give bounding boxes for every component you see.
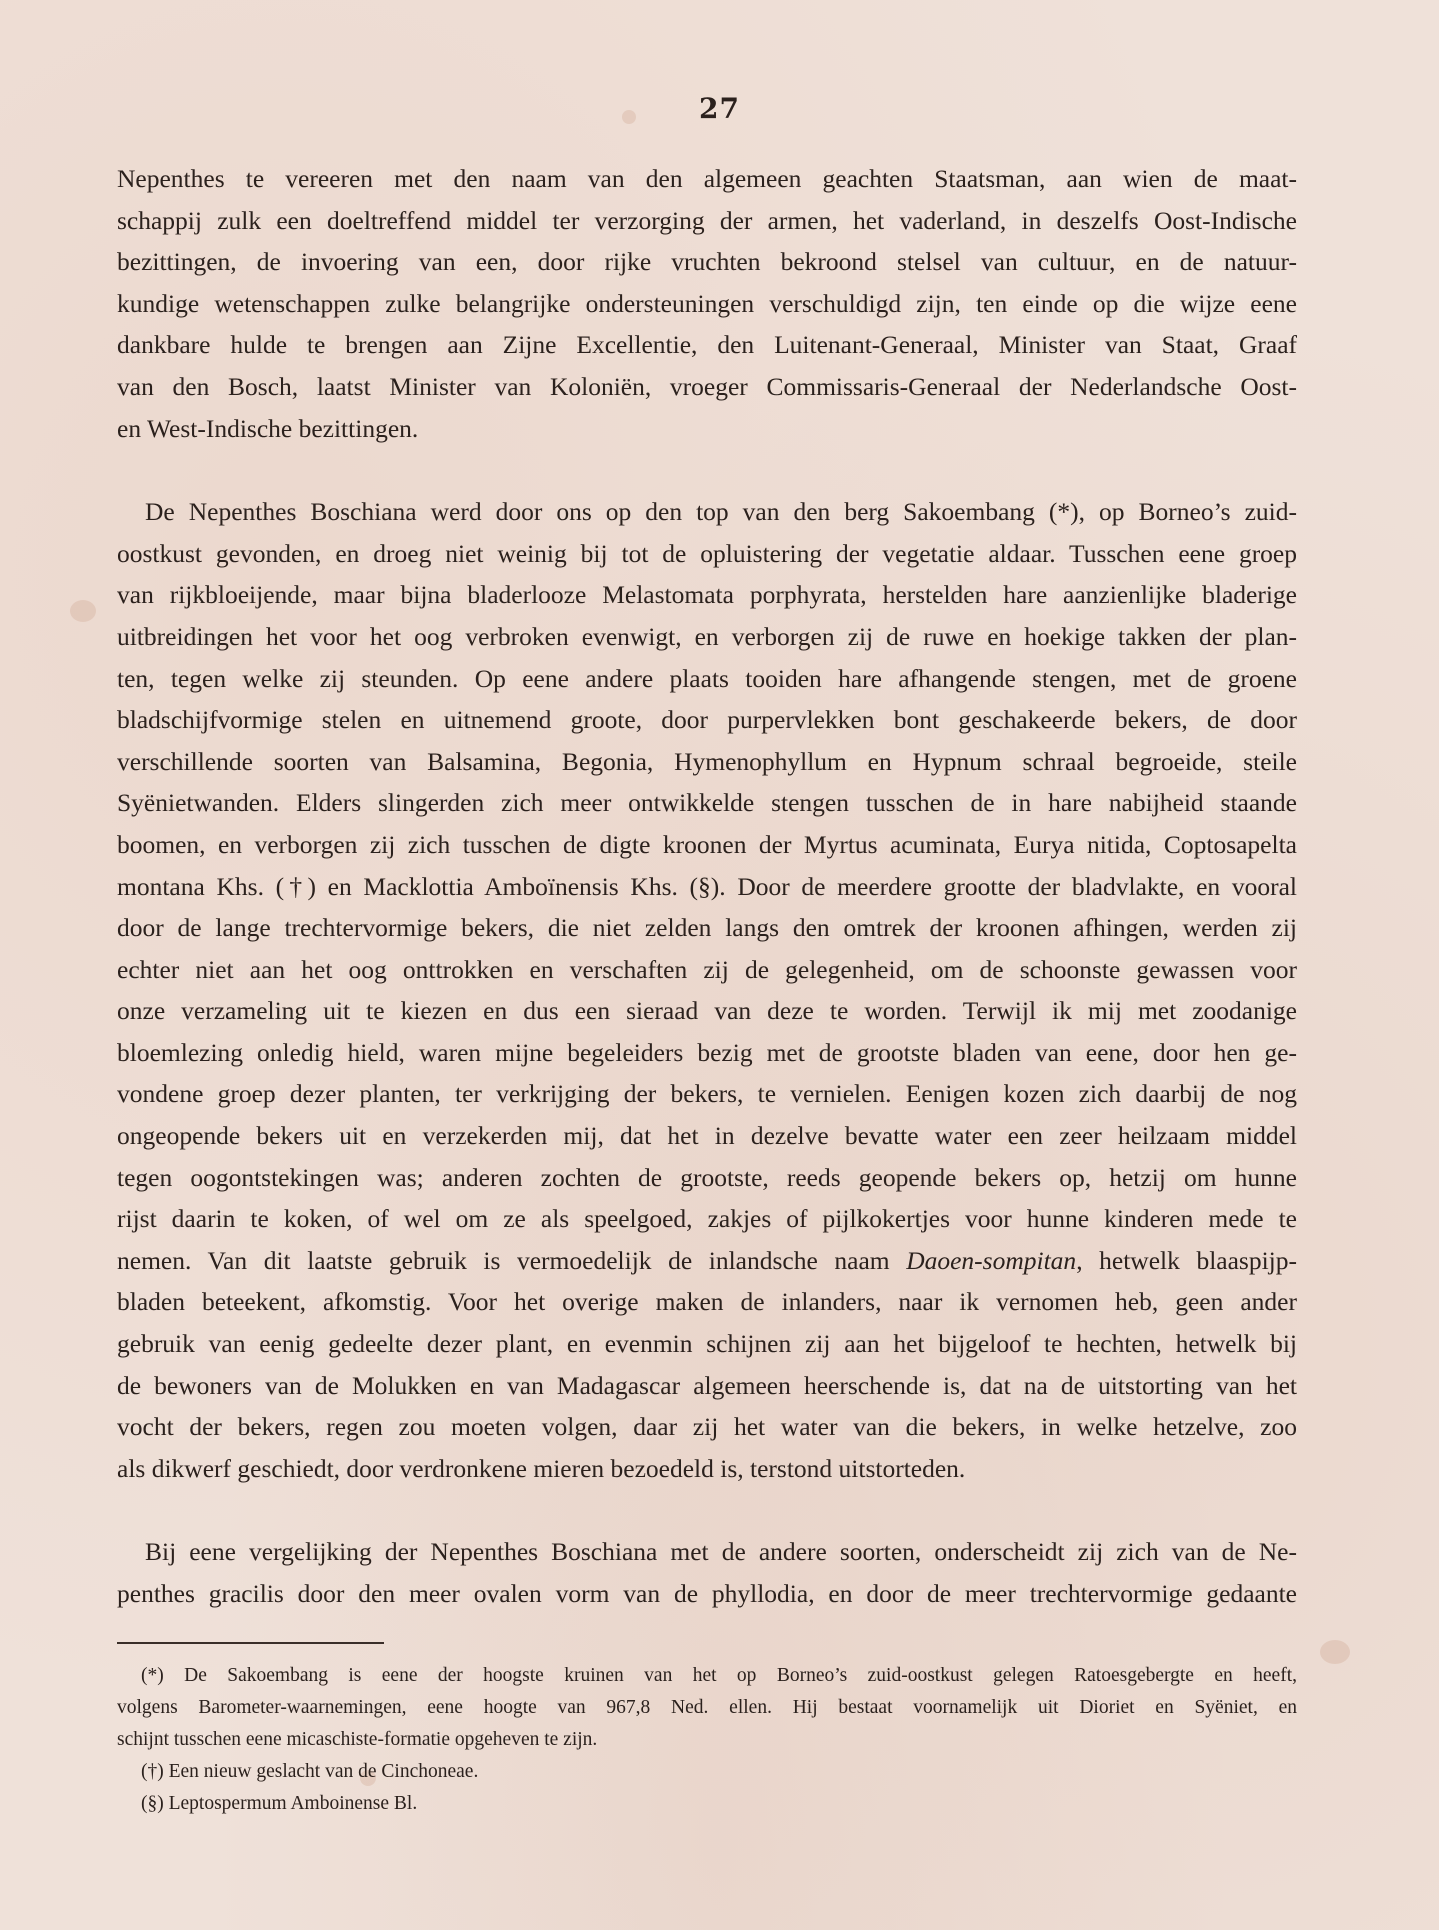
text-line: rijst daarin te koken, of wel om ze als speelgoed, zakjes of pijlkokertjes voor hunne kinderen mede te [117,1204,1297,1234]
text-line: de bewoners van de Molukken en van Madagascar algemeen heerschende is, dat na de uitstorting van het [117,1370,1297,1400]
text-line: verschillende soorten van Balsamina, Begonia, Hymenophyllum en Hypnum schraal begroeide, steile [117,746,1297,776]
footnote-line: (†) Een nieuw geslacht van de Cinchoneae. [141,1761,479,1782]
text-line: kundige wetenschappen zulke belangrijke ondersteuningen verschuldigd zijn, ten einde op die wijze eene [117,288,1297,318]
text-line: en West-Indische bezittingen. [117,413,419,443]
footnote-asterisk [117,1660,1297,1756]
main-text [117,158,1297,1615]
text-line: dankbare hulde te brengen aan Zijne Excellentie, den Luitenant-Generaal, Minister van Staat, Graaf [117,330,1297,360]
text-line: van rijkbloeijende, maar bijna bladerlooze Melastomata porphyrata, herstelden hare aanzienlijke bladerige [117,580,1297,610]
text-line: tegen oogontstekingen was; anderen zochten de grootste, reeds geopende bekers op, hetzij om hunne [117,1162,1297,1192]
footnote-line: volgens Barometer-waarnemingen, eene hoogte van 967,8 Ned. ellen. Hij bestaat voornamelijk uit Dioriet en Syëniet, en [117,1697,1297,1718]
text-line: bladen beteekent, afkomstig. Voor het overige maken de inlanders, naar ik vernomen heb, geen ander [117,1287,1297,1317]
text-line: vocht der bekers, regen zou moeten volgen, daar zij het water van die bekers, in welke hetzelve, zoo [117,1412,1297,1442]
italic-term: Daoen-sompitan [906,1245,1077,1275]
text-line: boomen, en verborgen zij zich tusschen de digte kroonen der Myrtus acuminata, Eurya nitida, Coptosapelta [117,829,1297,859]
text-line: bezittingen, de invoering van een, door rijke vruchten bekroond stelsel van cultuur, en de natuur- [117,247,1297,277]
foxing-spot [1320,1640,1350,1664]
text-segment: nemen. Van dit laatste gebruik is vermoedelijk de inlandsche naam [117,1245,907,1275]
text-segment: , hetwelk blaaspijp- [1076,1245,1298,1275]
paragraph-2 [117,491,1297,1489]
text-line: gebruik van eenig gedeelte dezer plant, en evenmin schijnen zij aan het bijgeloof te hechten, hetwelk bij [117,1329,1297,1359]
paragraph-3 [117,1531,1297,1614]
text-line: montana Khs. (†) en Macklottia Amboïnensis Khs. (§). Door de meerdere grootte der bladvlakte, en vooral [117,871,1297,901]
text-line: onze verzameling uit te kiezen en dus een sieraad van deze te worden. Terwijl ik mij met zoodanige [117,996,1297,1026]
text-line: echter niet aan het oog onttrokken en verschaften zij de gelegenheid, om de schoonste gewassen voor [117,954,1297,984]
text-line: van den Bosch, laatst Minister van Koloniën, vroeger Commissaris-Generaal der Nederlandsche Oost- [117,371,1297,401]
page-number: 27 [699,92,740,125]
text-line-with-italic [117,1240,1297,1282]
footnote-line: (*) De Sakoembang is eene der hoogste kruinen van het op Borneo’s zuid-oostkust gelegen Ratoesgebergte en heeft, [141,1665,1297,1686]
footnote-line: (§) Leptospermum Amboinense Bl. [141,1793,418,1814]
text-line: Bij eene vergelijking der Nepenthes Boschiana met de andere soorten, onderscheidt zij zich van de Ne- [145,1537,1297,1567]
text-line: ongeopende bekers uit en verzekerden mij, dat het in dezelve bevatte water een zeer heilzaam middel [117,1121,1297,1151]
footnote-divider [117,1642,384,1644]
text-line: bloemlezing onledig hield, waren mijne begeleiders bezig met de grootste bladen van eene, door hen ge- [117,1037,1297,1067]
text-line: vondene groep dezer planten, ter verkrijging der bekers, te vernielen. Eenigen kozen zich daarbij de nog [117,1079,1297,1109]
text-line: Nepenthes te vereeren met den naam van den algemeen geachten Staatsman, aan wien de maat- [117,164,1297,193]
text-line: door de lange trechtervormige bekers, die niet zelden langs den omtrek der kroonen afhingen, werden zij [117,913,1297,943]
text-line: penthes gracilis door den meer ovalen vorm van de phyllodia, en door de meer trechtervormige gedaante [117,1579,1297,1608]
footnotes [117,1660,1297,1820]
text-line: bladschijfvormige stelen en uitnemend groote, door purpervlekken bont geschakeerde bekers, de door [117,705,1297,735]
footnote-line: schijnt tusschen eene micaschiste-formatie opgeheven te zijn. [117,1729,598,1750]
text-line: uitbreidingen het voor het oog verbroken evenwigt, en verborgen zij de ruwe en hoekige takken der plan- [117,621,1297,651]
text-line: ten, tegen welke zij steunden. Op eene andere plaats tooiden hare afhangende stengen, met de groene [117,663,1297,693]
paragraph-1 [117,158,1297,449]
text-line: als dikwerf geschiedt, door verdronkene mieren bezoedeld is, terstond uitstorteden. [117,1453,966,1483]
footnote-dagger [117,1756,1297,1788]
text-line: oostkust gevonden, en droeg niet weinig bij tot de opluistering der vegetatie aldaar. Tusschen eene groep [117,538,1297,568]
text-line: Syënietwanden. Elders slingerden zich meer ontwikkelde stengen tusschen de in hare nabijheid staande [117,788,1297,818]
text-line: De Nepenthes Boschiana werd door ons op den top van den berg Sakoembang (*), op Borneo’s zuid- [145,497,1297,527]
text-line: schappij zulk een doeltreffend middel ter verzorging der armen, het vaderland, in deszelfs Oost-Indische [117,205,1297,235]
foxing-spot [70,600,96,622]
footnote-section [117,1788,1297,1820]
